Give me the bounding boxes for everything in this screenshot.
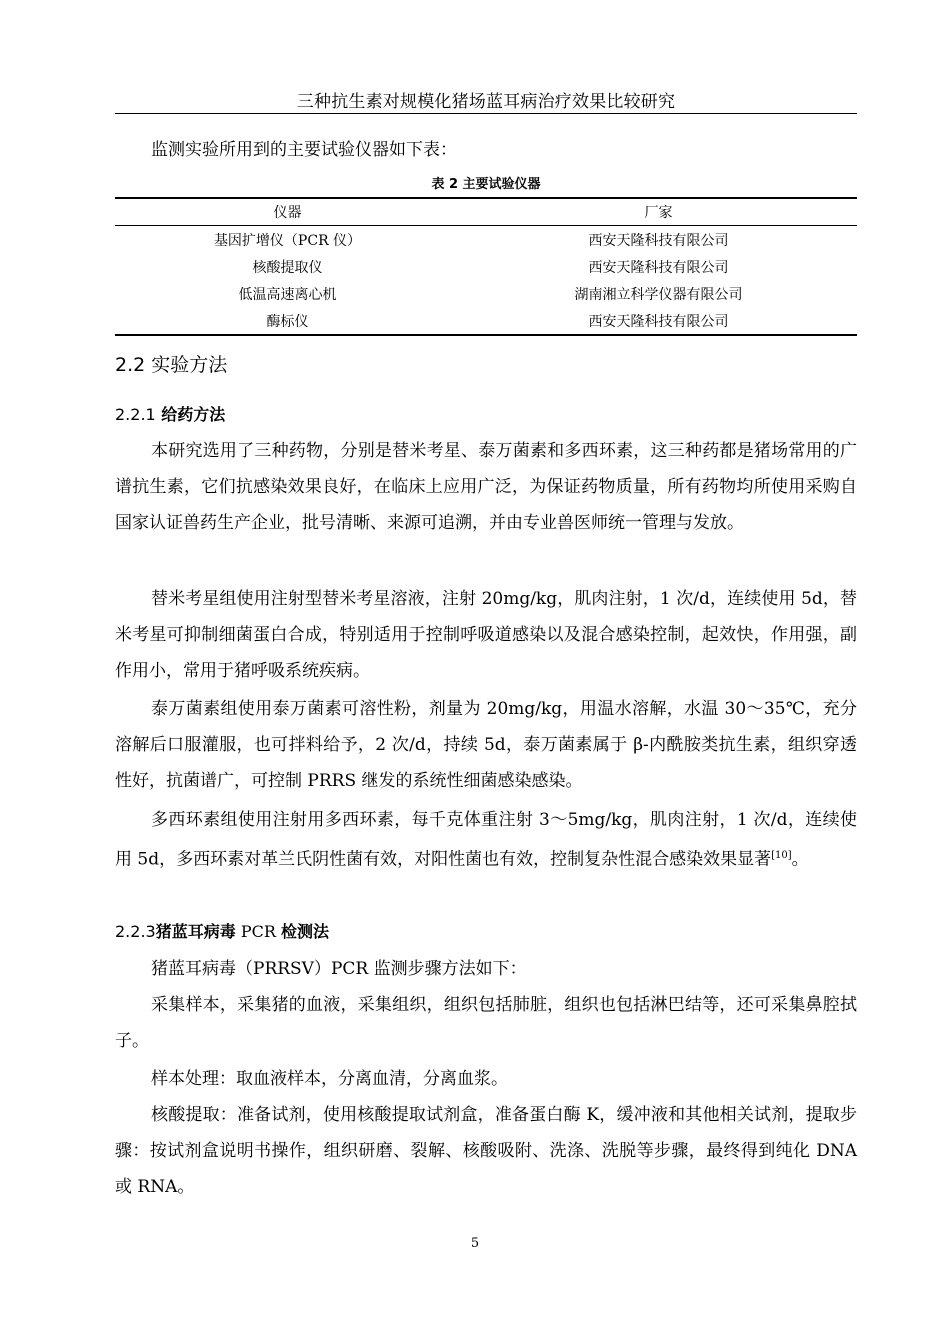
table-cell-manufacturer: 西安天隆科技有限公司 (588, 232, 729, 249)
section-title-a: 猪蓝耳病毒 (155, 922, 236, 941)
paragraph-doxycycline (115, 802, 857, 878)
running-header: 三种抗生素对规模化猪场蓝耳病治疗效果比较研究 (296, 92, 676, 112)
table-cell-manufacturer: 西安天隆科技有限公司 (588, 313, 729, 330)
table-header-row (115, 198, 857, 226)
paragraph-drug-selection: 本研究选用了三种药物，分别是替米考星、泰万菌素和多西环素，这三种药都是猪场常用的广谱抗生素，它们抗感染效果良好，在临床上应用广泛，为保证药物质量，所有药物均所使用采购自国家认证兽药生产企业，批号清晰、来源可追溯，并由专业兽医师统一管理与发放。 (115, 441, 857, 533)
table-cell-instrument: 低温高速离心机 (238, 286, 337, 303)
page-number: 5 (470, 1236, 480, 1251)
section-title-c: 检测法 (280, 922, 329, 941)
section-heading-2-2: 2.2 实验方法 (115, 354, 228, 376)
paragraph-tylvalosin: 泰万菌素组使用泰万菌素可溶性粉，剂量为 20mg/kg，用温水溶解，水温 30～35℃，充分溶解后口服灌服，也可拌料给予，2 次/d，持续 5d，泰万菌素属于 β-内酰胺类抗生素，组织穿透性好，抗菌谱广，可控制 PRRS 继发的系统性细菌感染感染。 (115, 699, 857, 791)
header-rule (115, 113, 857, 114)
section-number: 2.2.1 (115, 405, 156, 424)
paragraph-tilmicosin: 替米考星组使用注射型替米考星溶液，注射 20mg/kg，肌肉注射，1 次/d，连续使用 5d，替米考星可抑制细菌蛋白合成，特别适用于控制呼吸道感染以及混合感染控制，起效快，作用强，副作用小，常用于猪呼吸系统疾病。 (115, 589, 857, 681)
paragraph-sample-processing: 样本处理：取血液样本，分离血清，分离血浆。 (151, 1069, 508, 1089)
section-title: 给药方法 (161, 405, 226, 424)
table-row (115, 280, 857, 307)
column-header-instrument: 仪器 (273, 205, 302, 221)
table-cell-manufacturer: 湖南湘立科学仪器有限公司 (574, 286, 743, 303)
section-heading-2-2-3 (115, 920, 329, 944)
instrument-table (115, 197, 857, 336)
table-cell-manufacturer: 西安天隆科技有限公司 (588, 259, 729, 276)
table-row (115, 226, 857, 254)
table-row (115, 253, 857, 280)
paragraph-nucleic-extraction: 核酸提取：准备试剂，使用核酸提取试剂盒，准备蛋白酶 K，缓冲液和其他相关试剂，提取步骤：按试剂盒说明书操作，组织研磨、裂解、核酸吸附、洗涤、洗脱等步骤，最终得到纯化 DNA 或 RNA。 (115, 1105, 857, 1197)
paragraph-text: 多西环素组使用注射用多西环素，每千克体重注射 3～5mg/kg，肌肉注射，1 次/d，连续使用 5d，多西环素对革兰氏阴性菌有效，对阳性菌也有效，控制复杂性混合感染效果显著 (115, 810, 857, 870)
table-caption: 表 2 主要试验仪器 (431, 177, 541, 192)
section-title-b: PCR (235, 922, 281, 941)
intro-paragraph: 监测实验所用到的主要试验仪器如下表： (151, 140, 457, 160)
table-row (115, 307, 857, 335)
table-cell-instrument: 基因扩增仪（PCR 仪） (213, 232, 362, 249)
paragraph-sampling: 采集样本，采集猪的血液，采集组织，组织包括肺脏，组织也包括淋巴结等，还可采集鼻腔拭子。 (115, 995, 857, 1051)
paragraph-pcr-intro: 猪蓝耳病毒（PRRSV）PCR 监测步骤方法如下： (151, 959, 527, 979)
section-heading-2-2-1 (115, 403, 225, 427)
citation-ref: [10] (771, 850, 792, 861)
table-cell-instrument: 核酸提取仪 (252, 259, 323, 276)
section-number: 2.2.3 (115, 922, 156, 941)
column-header-manufacturer: 厂家 (644, 205, 673, 221)
paragraph-end: 。 (791, 849, 809, 870)
table-cell-instrument: 酶标仪 (266, 313, 309, 330)
